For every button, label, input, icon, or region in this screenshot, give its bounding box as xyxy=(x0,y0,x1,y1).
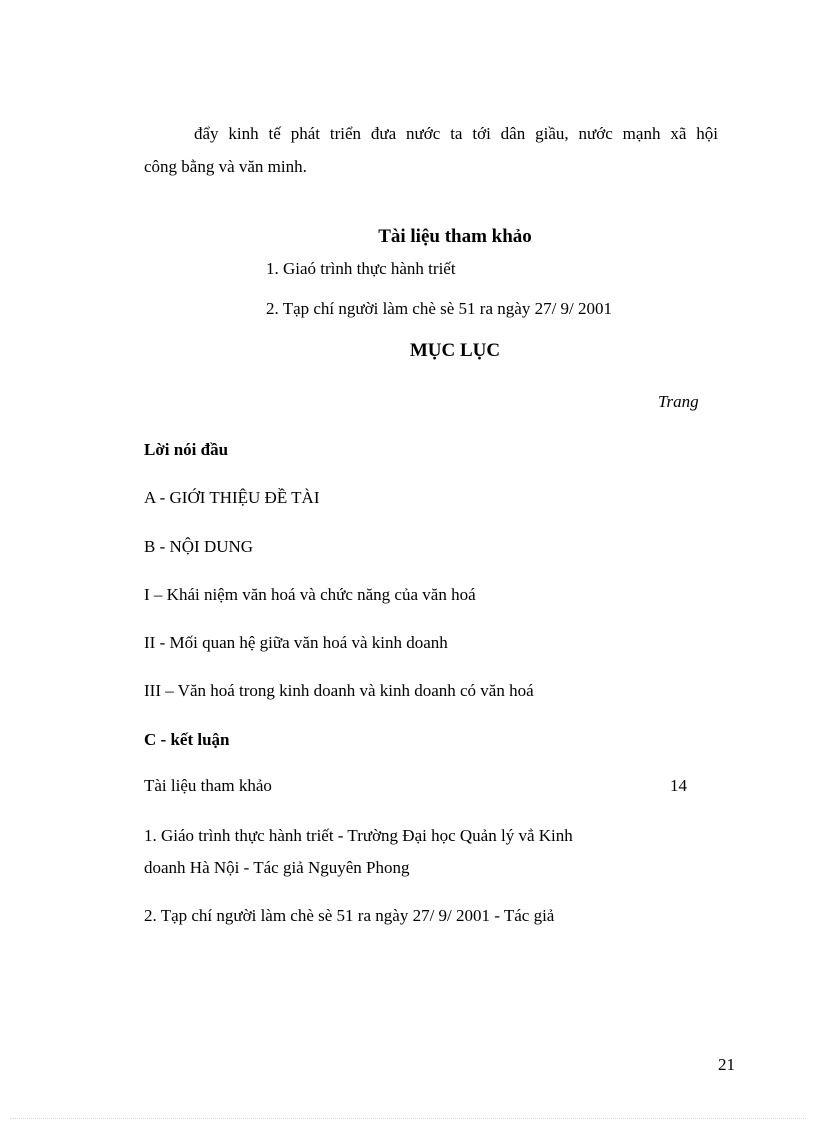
toc-entry-preface: Lời nói đầu xyxy=(144,440,229,459)
reference-item-2: 2. Tạp chí người làm chè sè 51 ra ngày 27/ 9/ 2001 xyxy=(266,299,613,318)
toc-entry-ii: II - Mối quan hệ giữa văn hoá và kinh doanh xyxy=(144,633,448,652)
page-number: 21 xyxy=(718,1055,735,1074)
reference-item-1: 1. Giaó trình thực hành triết xyxy=(266,259,456,278)
toc-entry-c: C - kết luận xyxy=(144,730,230,749)
toc-entry-iii: III – Văn hoá trong kinh doanh và kinh doanh có văn hoá xyxy=(144,681,534,700)
toc-page-label: Trang xyxy=(658,392,699,411)
intro-line-1: đẩy kinh tế phát triển đưa nước ta tới dân giầu, nước mạnh xã hội xyxy=(194,124,718,143)
page-bottom-border xyxy=(10,1118,806,1119)
toc-entry-i: I – Khái niệm văn hoá và chức năng của văn hoá xyxy=(144,585,476,604)
toc-reference-detail-1-cont: doanh Hà Nội - Tác giả Nguyên Phong xyxy=(144,858,410,877)
toc-entry-references: Tài liệu tham khảo xyxy=(144,776,272,795)
toc-entry-a: A - GIỚI THIỆU ĐỀ TÀI xyxy=(144,488,320,507)
toc-title: MỤC LỤC xyxy=(409,340,501,361)
toc-entry-references-page: 14 xyxy=(670,776,687,795)
references-title: Tài liệu tham khảo xyxy=(378,226,532,247)
toc-reference-detail-2: 2. Tạp chí người làm chè sè 51 ra ngày 27/ 9/ 2001 - Tác giả xyxy=(144,906,555,925)
intro-line-2: công bằng và văn minh. xyxy=(144,157,307,176)
toc-reference-detail-1: 1. Giáo trình thực hành triết - Trường Đại học Quản lý vẳ Kinh xyxy=(144,826,573,845)
toc-entry-b: B - NỘI DUNG xyxy=(144,537,254,556)
